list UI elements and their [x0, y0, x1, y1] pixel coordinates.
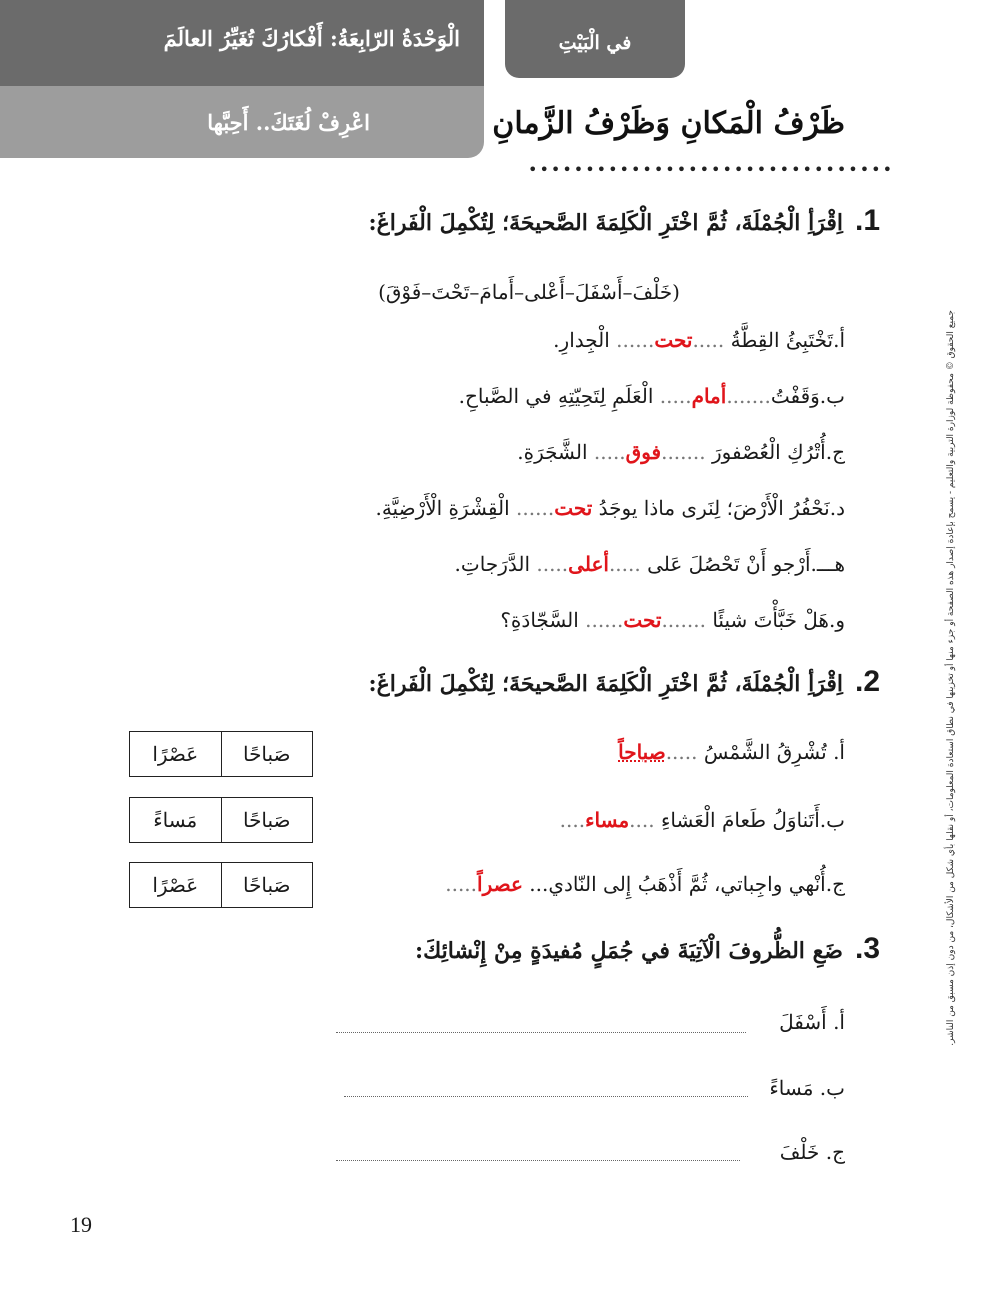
option-cell[interactable]: عَصْرًا [130, 863, 222, 907]
title-underline-dots: •••••••••••••••••••••••••••••••• [528, 160, 894, 179]
q2-text: اِقْرَأِ الْجُمْلَةَ، ثُمَّ اخْتَرِ الْكَلِمَةَ الصَّحيحَةَ؛ لِتُكْمِلَ الْفَراغَ: [368, 671, 843, 697]
answer: أمام [691, 386, 727, 408]
answer: تحت [554, 498, 593, 520]
option-cell[interactable]: مَساءً [130, 798, 222, 842]
blank-dots: ...... [516, 496, 555, 520]
blank-dots: ..... [445, 872, 478, 896]
q1-number: 1. [854, 204, 880, 237]
q1-item-b [300, 384, 845, 409]
answer: تحت [654, 330, 693, 352]
item-text: ب.أَتَناوَلُ طَعامَ الْعَشاءِ [660, 808, 845, 832]
item-text: ب.وَقَفْتُ [770, 384, 845, 408]
q3-item-c-label: ج. خَلْفَ [779, 1140, 845, 1164]
q3-answer-line-c[interactable] [336, 1158, 740, 1161]
answer: عصراً [477, 874, 523, 896]
item-text: ج.أُنْهي واجِباتي، ثُمَّ أَذْهَبُ إِلى النّادي... [529, 872, 845, 896]
option-cell[interactable]: عَصْرًا [130, 732, 222, 776]
q3-answer-line-a[interactable] [336, 1030, 746, 1033]
blank-dots: ...... [585, 608, 624, 632]
q2-instruction [260, 665, 880, 699]
q3-text: ضَعِ الظُّروفَ الْآتِيَةَ في جُمَلٍ مُفيدَةٍ مِنْ إِنْشائِكَ: [414, 938, 843, 964]
copyright-notice: جميع الحقوق © محفوظة لوزارة التربية والتعليم - يسمح بإعادة إصدار هذه الصفحة أو جزء منها أو تخزينها في نطاق استعادة المعلومات، أو نقلها بأي شكل من الأشكال، من دون إذن مسبق من الناشر. [946, 310, 956, 1046]
q1-item-f [300, 608, 845, 633]
q3-item-a-label: أ. أَسْفَلَ [779, 1010, 845, 1034]
q3-instruction [260, 932, 880, 966]
q1-text: اِقْرَأِ الْجُمْلَةَ، ثُمَّ اخْتَرِ الْكَلِمَةَ الصَّحيحَةَ؛ لِتُكْمِلَ الْفَراغَ: [368, 210, 843, 236]
option-cell[interactable]: صَباحًا [242, 808, 291, 832]
blank-dots: ..... [665, 740, 698, 764]
q3-number: 3. [854, 932, 880, 965]
q2-item-b [380, 808, 845, 833]
q1-instruction [260, 204, 880, 238]
answer: تحت [623, 610, 662, 632]
q1-item-a [300, 328, 845, 353]
page-number: 19 [70, 1212, 92, 1237]
blank-dots: ..... [659, 384, 692, 408]
q1-item-c [300, 440, 845, 465]
q1-word-bank: (خَلْفَ–أَسْفَلَ–أَعْلى–أَمامَ–تَحْتَ–فَوْقَ) [378, 280, 680, 304]
blank-dots: ..... [608, 552, 641, 576]
item-text: الْقِشْرَةِ الْأَرْضِيَّةِ. [375, 496, 510, 520]
option-cell[interactable]: صَباحًا [242, 873, 291, 897]
blank-dots: ..... [692, 328, 725, 352]
item-text: السَّجّادَةِ؟ [500, 608, 579, 632]
blank-dots: .... [559, 808, 586, 832]
item-text: و.هَلْ خَبَّأْتَ شيئًا [712, 608, 845, 632]
q3-answer-line-b[interactable] [344, 1094, 748, 1097]
item-text: هـــ.أَرْجو أَنْ تَحْصُلَ عَلى [647, 552, 845, 576]
blank-dots: ....... [661, 440, 706, 464]
home-tab-label: في الْبَيْتِ [558, 32, 632, 54]
blank-dots: .... [629, 808, 655, 832]
item-text: أ. تُشْرِقُ الشَّمْسُ [703, 740, 845, 764]
blank-dots: ....... [726, 384, 771, 408]
option-cell[interactable]: صَباحًا [242, 742, 291, 766]
q2-number: 2. [854, 665, 880, 698]
answer: فوق [625, 442, 662, 464]
q2-options-a [129, 731, 313, 777]
item-text: الشَّجَرَةِ. [517, 440, 588, 464]
item-text: الْجِدارِ. [553, 328, 610, 352]
q1-item-d [300, 496, 845, 521]
item-text: ج.أُتْرُكِ الْعُصْفورَ [711, 440, 845, 464]
q2-item-a [380, 740, 845, 765]
q2-item-c [380, 872, 845, 897]
answer: أعلى [568, 554, 609, 576]
q1-item-e [300, 552, 845, 577]
blank-dots: ....... [661, 608, 706, 632]
answer: صباحاً [618, 742, 666, 764]
blank-dots: ...... [616, 328, 655, 352]
q2-options-b [129, 797, 313, 843]
item-text: أ.تَخْتَبِئُ القِطَّةُ [730, 328, 845, 352]
lesson-title: ظَرْفُ الْمَكانِ وَظَرْفُ الزَّمانِ [492, 106, 845, 141]
item-text: الدَّرَجاتِ. [454, 552, 530, 576]
q2-options-c [129, 862, 313, 908]
subtitle: اعْرِفْ لُغَتَكَ.. أَحِبَّها [207, 110, 370, 135]
unit-title: الْوَحْدَةُ الرّابِعَةُ: أَفْكارُكَ تُغَيِّرُ العالَمَ [163, 26, 460, 51]
item-text: د.نَحْفُرُ الْأَرْضَ؛ لِنَرى ماذا يوجَدُ [598, 496, 845, 520]
item-text: الْعَلَمِ لِتَحِيّتِهِ في الصَّباحِ. [458, 384, 654, 408]
blank-dots: ..... [536, 552, 569, 576]
answer: مساء [585, 810, 630, 832]
q3-item-b-label: ب. مَساءً [769, 1076, 845, 1100]
blank-dots: ..... [593, 440, 626, 464]
